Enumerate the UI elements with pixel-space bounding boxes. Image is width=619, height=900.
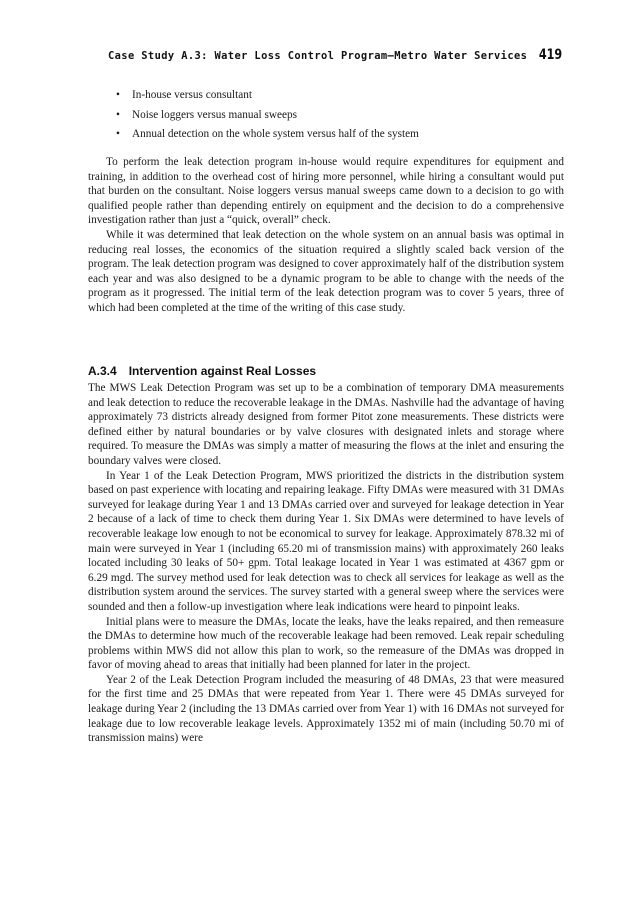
text-block-before-section — [88, 155, 564, 316]
running-head — [92, 47, 562, 69]
bullet-item — [116, 108, 419, 128]
paragraph: To perform the leak detection program in-house would require expenditures for equipment and training, in addition to the overhead cost of hiring more personnel, while hiring a consultant would put that burden on the consultant. Noise loggers versus manual sweeps came down to a decision to go with qualified people rather than depending entirely on equipment and the decision to do a comprehensive investigation rather than just a “quick, overall” check. — [88, 156, 564, 227]
paragraph: Initial plans were to measure the DMAs, locate the leaks, have the leaks repaired, and then remeasure the DMAs to determine how much of the recoverable leakage had been removed. Leak repair scheduling problems within MWS did not allow this plan to work, so the remeasure of the DMAs was dropped in favor of moving ahead to areas that initially had been planned for later in the project. — [88, 615, 564, 672]
bullet-text: Annual detection on the whole system versus half of the system — [132, 128, 419, 140]
bullet-text: Noise loggers versus manual sweeps — [132, 108, 297, 121]
bullet-list — [116, 88, 419, 147]
running-title: Case Study A.3: Water Loss Control Program—Metro Water Services — [108, 50, 528, 62]
bullet-dot-icon: • — [116, 108, 120, 121]
bullet-dot-icon: • — [116, 128, 120, 140]
paragraph: In Year 1 of the Leak Detection Program, MWS prioritized the districts in the distribution system based on past experience with locating and repairing leakage. Fifty DMAs were measured with 31 DMAs surveyed for leakage during Year 1 and 13 DMAs carried over and surveyed for leakage detection in Year 2 because of a lack of time to check them during Year 1. Six DMAs were determined to have levels of recoverable leakage low enough to not be economical to survey for leakage. Approximately 878.32 mi of main were surveyed in Year 1 (including 65.20 mi of transmission mains) with approximately 260 leaks located including 30 leaks of 50+ gpm. Total leakage located in Year 1 was estimated at 4367 gpm or 6.29 mgd. The survey method used for leak detection was to check all services for leakage as well as the distribution system around the services. The survey started with a general sweep where the services were sounded and then a follow-up investigation where leak indications were heard to pinpoint leaks. — [88, 469, 564, 613]
bullet-item — [116, 88, 419, 108]
paragraph: The MWS Leak Detection Program was set up to be a combination of temporary DMA measurements and leak detection to reduce the recoverable leakage in the DMAs. Nashville had the advantage of having approximately 73 districts already designed from former Pitot zone measurements. These districts were defined either by natural boundaries or by valve closures with designated inlets and storage where required. To measure the DMAs was simply a matter of measuring the flows at the inlet and ensuring the boundary valves were closed. — [88, 382, 564, 467]
section-title: Intervention against Real Losses — [128, 364, 317, 378]
paragraph: Year 2 of the Leak Detection Program included the measuring of 48 DMAs, 23 that were measured for the first time and 25 DMAs that were repeated from Year 1. There were 45 DMAs surveyed for leakage during Year 2 (including the 13 DMAs carried over from Year 1) with 16 DMAs not surveyed for leakage due to low recoverable leakage levels. Approximately 1352 mi of main (including 50.70 mi of transmission mains) were — [88, 673, 564, 745]
bullet-dot-icon: • — [116, 89, 120, 101]
bullet-text: In-house versus consultant — [132, 89, 252, 101]
section-number: A.3.4 — [88, 364, 117, 378]
bullet-item — [116, 127, 419, 147]
section-heading — [88, 364, 316, 378]
text-block-after-section — [88, 381, 564, 746]
paragraph: While it was determined that leak detection on the whole system on an annual basis was optimal in reducing real losses, the economics of the situation required a slightly scaled back version of the program. The leak detection program was designed to cover approximately half of the distribution system each year and was also designed to be a dynamic program to be able to change with the needs of the program as it progressed. The initial term of the leak detection program was to cover 5 years, three of which had been completed at the time of the writing of this case study. — [88, 228, 564, 314]
page-number: 419 — [538, 47, 562, 63]
